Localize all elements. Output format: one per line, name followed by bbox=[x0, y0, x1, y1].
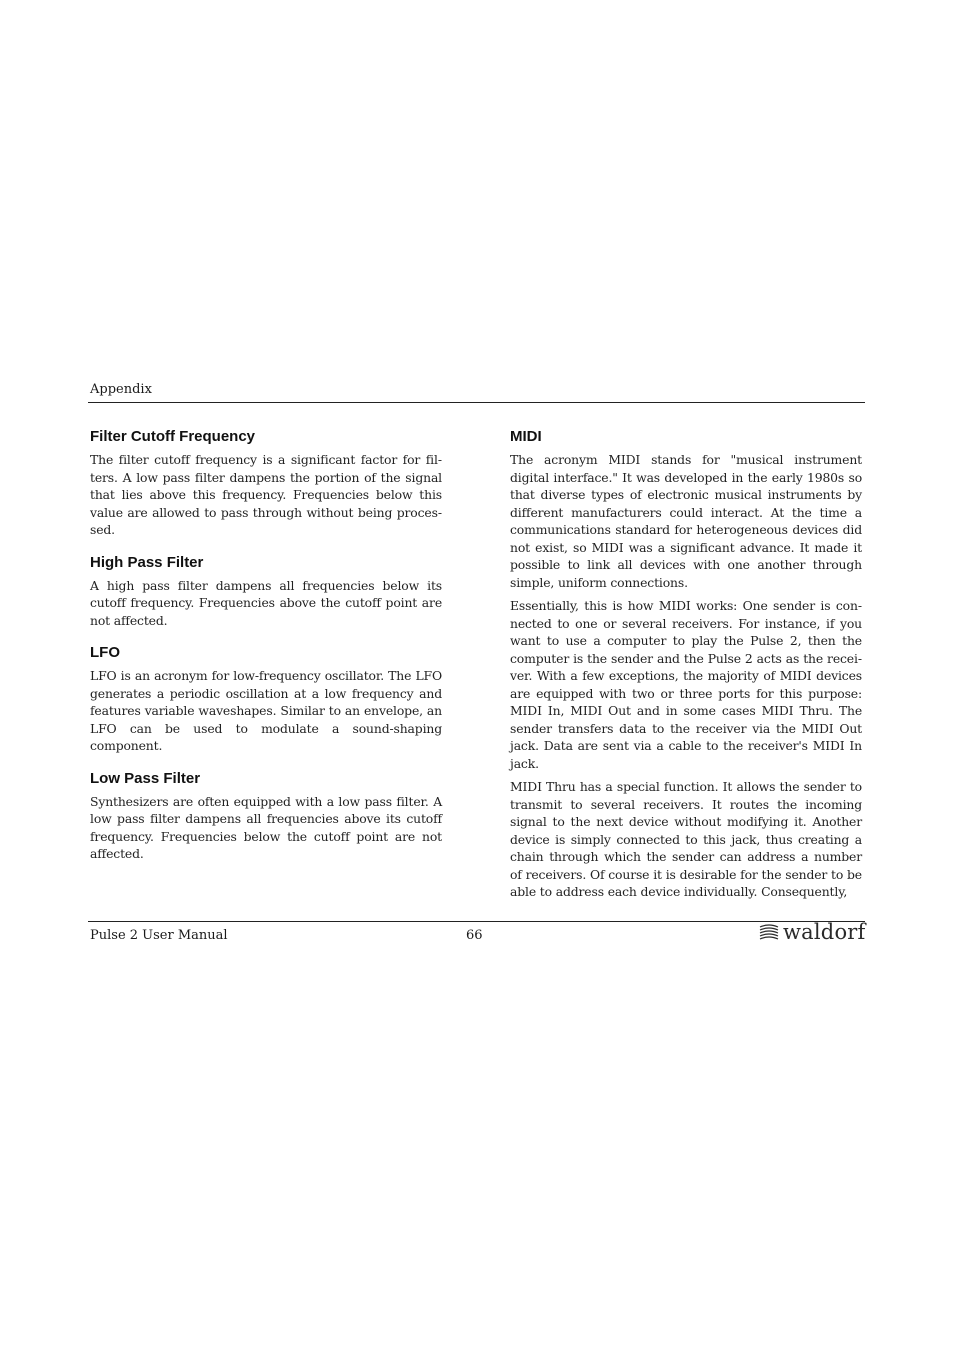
footer-manual-title: Pulse 2 User Manual bbox=[90, 928, 228, 943]
section-paragraph: The acronym MIDI stands for "musical instrument digital interface." It was developed in the early 1980s so that diverse types of electronic musical instruments by different manufacturers could interact. At the time a communications standard for heterogeneous devices did not exist, so MIDI was a significant advance. It made it possible to link all devices with one another through simple, uniform connections. bbox=[510, 452, 862, 590]
section-paragraph: LFO is an acronym for low-frequency oscillator. The LFO generates a periodic oscillation at a low frequency and features variable waveshapes. Similar to an envelope, an LFO can be used to modulate a sound-shaping component. bbox=[90, 668, 442, 753]
section-high-pass-filter bbox=[90, 554, 442, 630]
running-head: Appendix bbox=[90, 382, 152, 397]
section-paragraph: The filter cutoff frequency is a significant factor for filters. A low pass filter dampens the portion of the signal that lies above this frequency. Frequencies below this value are allowed to pass through without being processed. bbox=[90, 452, 442, 537]
page-number: 66 bbox=[466, 928, 483, 943]
header-rule bbox=[88, 402, 865, 403]
section-paragraph: A high pass filter dampens all frequencies below its cutoff frequency. Frequencies above the cutoff point are not affected. bbox=[90, 577, 442, 628]
section-lfo bbox=[90, 644, 442, 755]
left-column bbox=[90, 428, 442, 878]
section-paragraph: Synthesizers are often equipped with a low pass filter. A low pass filter dampens all frequencies above its cutoff frequency. Frequencies below the cutoff point are not affected. bbox=[90, 793, 442, 861]
waldorf-logo bbox=[758, 920, 866, 944]
section-heading: Low Pass Filter bbox=[90, 769, 201, 787]
section-heading: LFO bbox=[90, 644, 120, 661]
waldorf-swirl-icon bbox=[758, 923, 780, 941]
section-paragraph: Essentially, this is how MIDI works: One sender is connected to one or several receivers. For instance, if you want to use a computer to play the Pulse 2, then the computer is the sender and the Pulse 2 acts as the receiver. With a few exceptions, the majority of MIDI devices are equipped with two or three ports for this purpose: MIDI In, MIDI Out and in some cases MIDI Thru. The sender transfers data to the receiver via the MIDI Out jack. Data are sent via a cable to the receiver's MIDI In jack. bbox=[510, 598, 862, 771]
section-filter-cutoff-frequency bbox=[90, 428, 442, 539]
section-low-pass-filter bbox=[90, 770, 442, 863]
section-heading: Filter Cutoff Frequency bbox=[90, 428, 256, 445]
section-heading: MIDI bbox=[510, 428, 542, 445]
section-heading: High Pass Filter bbox=[90, 553, 204, 571]
right-column bbox=[510, 428, 862, 916]
section-midi bbox=[510, 428, 862, 901]
section-paragraph: MIDI Thru has a special function. It allows the sender to transmit to several receivers. It routes the incoming signal to the next device without modifying it. Another device is simply connected to this jack, thus creating a chain through which the sender can address a number of receivers. Of course it is desirable for the sender to be able to address each device individually. Consequently, bbox=[510, 779, 862, 899]
logo-wordmark: waldorf bbox=[783, 920, 866, 944]
footer-rule bbox=[88, 921, 865, 922]
